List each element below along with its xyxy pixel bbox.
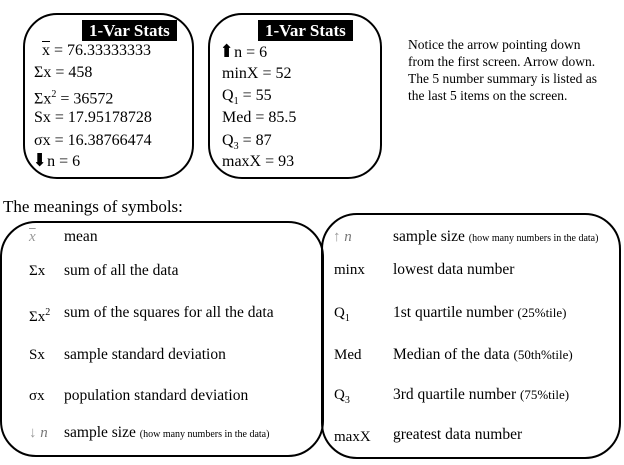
symbol-maxx: maxX xyxy=(334,429,371,445)
screen-1-mean: $\overline{x} = 76.33333333$ xyxy=(42,42,152,59)
meaning-q1: 1st quartile number (25%tile) xyxy=(393,304,567,321)
screen-2-max: maxX = 93 xyxy=(222,153,295,170)
screen-1-population-sd: σx = 16.38766474 xyxy=(34,132,152,149)
down-arrow-icon: ↓ xyxy=(29,425,37,441)
meaning-minx: lowest data number xyxy=(393,261,515,278)
meaning-q3: 3rd quartile number (75%tile) xyxy=(393,386,570,403)
symbol-sample-size: ↓ n xyxy=(29,425,48,441)
screen-2-q1: $Q_1 = 55$ xyxy=(222,87,272,108)
screen-1-sum: Σx = 458 xyxy=(34,64,93,81)
screen-1-sample-sd: Sx = 17.95178728 xyxy=(34,109,152,126)
meaning-med: Median of the data (50th%tile) xyxy=(393,346,573,363)
down-arrow-icon: ⬇ xyxy=(32,150,48,170)
screen-2-q3: $Q_3 = 87$ xyxy=(222,132,272,153)
up-arrow-icon: ↑ xyxy=(333,229,341,245)
symbols-panel-left xyxy=(0,221,324,457)
meaning-sample-size: sample size (how many numbers in the data) xyxy=(64,424,270,441)
meaning-population-sd: population standard deviation xyxy=(64,387,249,404)
symbol-q3: $Q_3$ xyxy=(334,387,350,406)
screen-1-n: ⬇n = 6 xyxy=(32,150,81,170)
screen-2-min: minX = 52 xyxy=(222,65,292,82)
symbols-panel-right xyxy=(321,213,621,459)
symbol-sum: Σx xyxy=(29,263,46,279)
meaning-sum-squares: sum of the squares for all the data xyxy=(64,304,274,321)
screen-1-sum-squares: $\Sigma x^2 = 36572$ xyxy=(34,89,114,108)
symbol-sample-sd: Sx xyxy=(29,347,45,363)
calculator-screen-2 xyxy=(208,13,382,179)
symbol-q1: $Q_1$ xyxy=(334,305,350,324)
meaning-sum: sum of all the data xyxy=(64,262,179,279)
symbol-minx: minx xyxy=(334,262,365,278)
symbols-heading: The meanings of symbols: xyxy=(3,197,183,216)
symbol-sample-size-right: ↑ n xyxy=(333,229,352,245)
explanation-note: Notice the arrow pointing down from the first screen. Arrow down. The 5 number summary is listed as the last 5 items on the screen. xyxy=(408,37,597,103)
symbol-sum-squares: $\Sigma x^2$ xyxy=(29,307,51,325)
screen-1-title: 1-Var Stats xyxy=(82,20,177,41)
meaning-sample-sd: sample standard deviation xyxy=(64,346,226,363)
meaning-sample-size-right: sample size (how many numbers in the data) xyxy=(393,228,599,245)
screen-2-title: 1-Var Stats xyxy=(258,20,353,41)
calculator-screen-1 xyxy=(23,13,194,179)
meaning-mean: mean xyxy=(64,228,98,245)
meaning-maxx: greatest data number xyxy=(393,426,523,443)
screen-2-n: ⬆n = 6 xyxy=(219,41,268,61)
up-arrow-icon: ⬆ xyxy=(219,41,235,61)
symbol-mean: $\overline{x}$ xyxy=(29,229,36,245)
symbol-population-sd: σx xyxy=(29,388,45,404)
symbol-med: Med xyxy=(334,347,362,363)
screen-2-median: Med = 85.5 xyxy=(222,109,297,126)
